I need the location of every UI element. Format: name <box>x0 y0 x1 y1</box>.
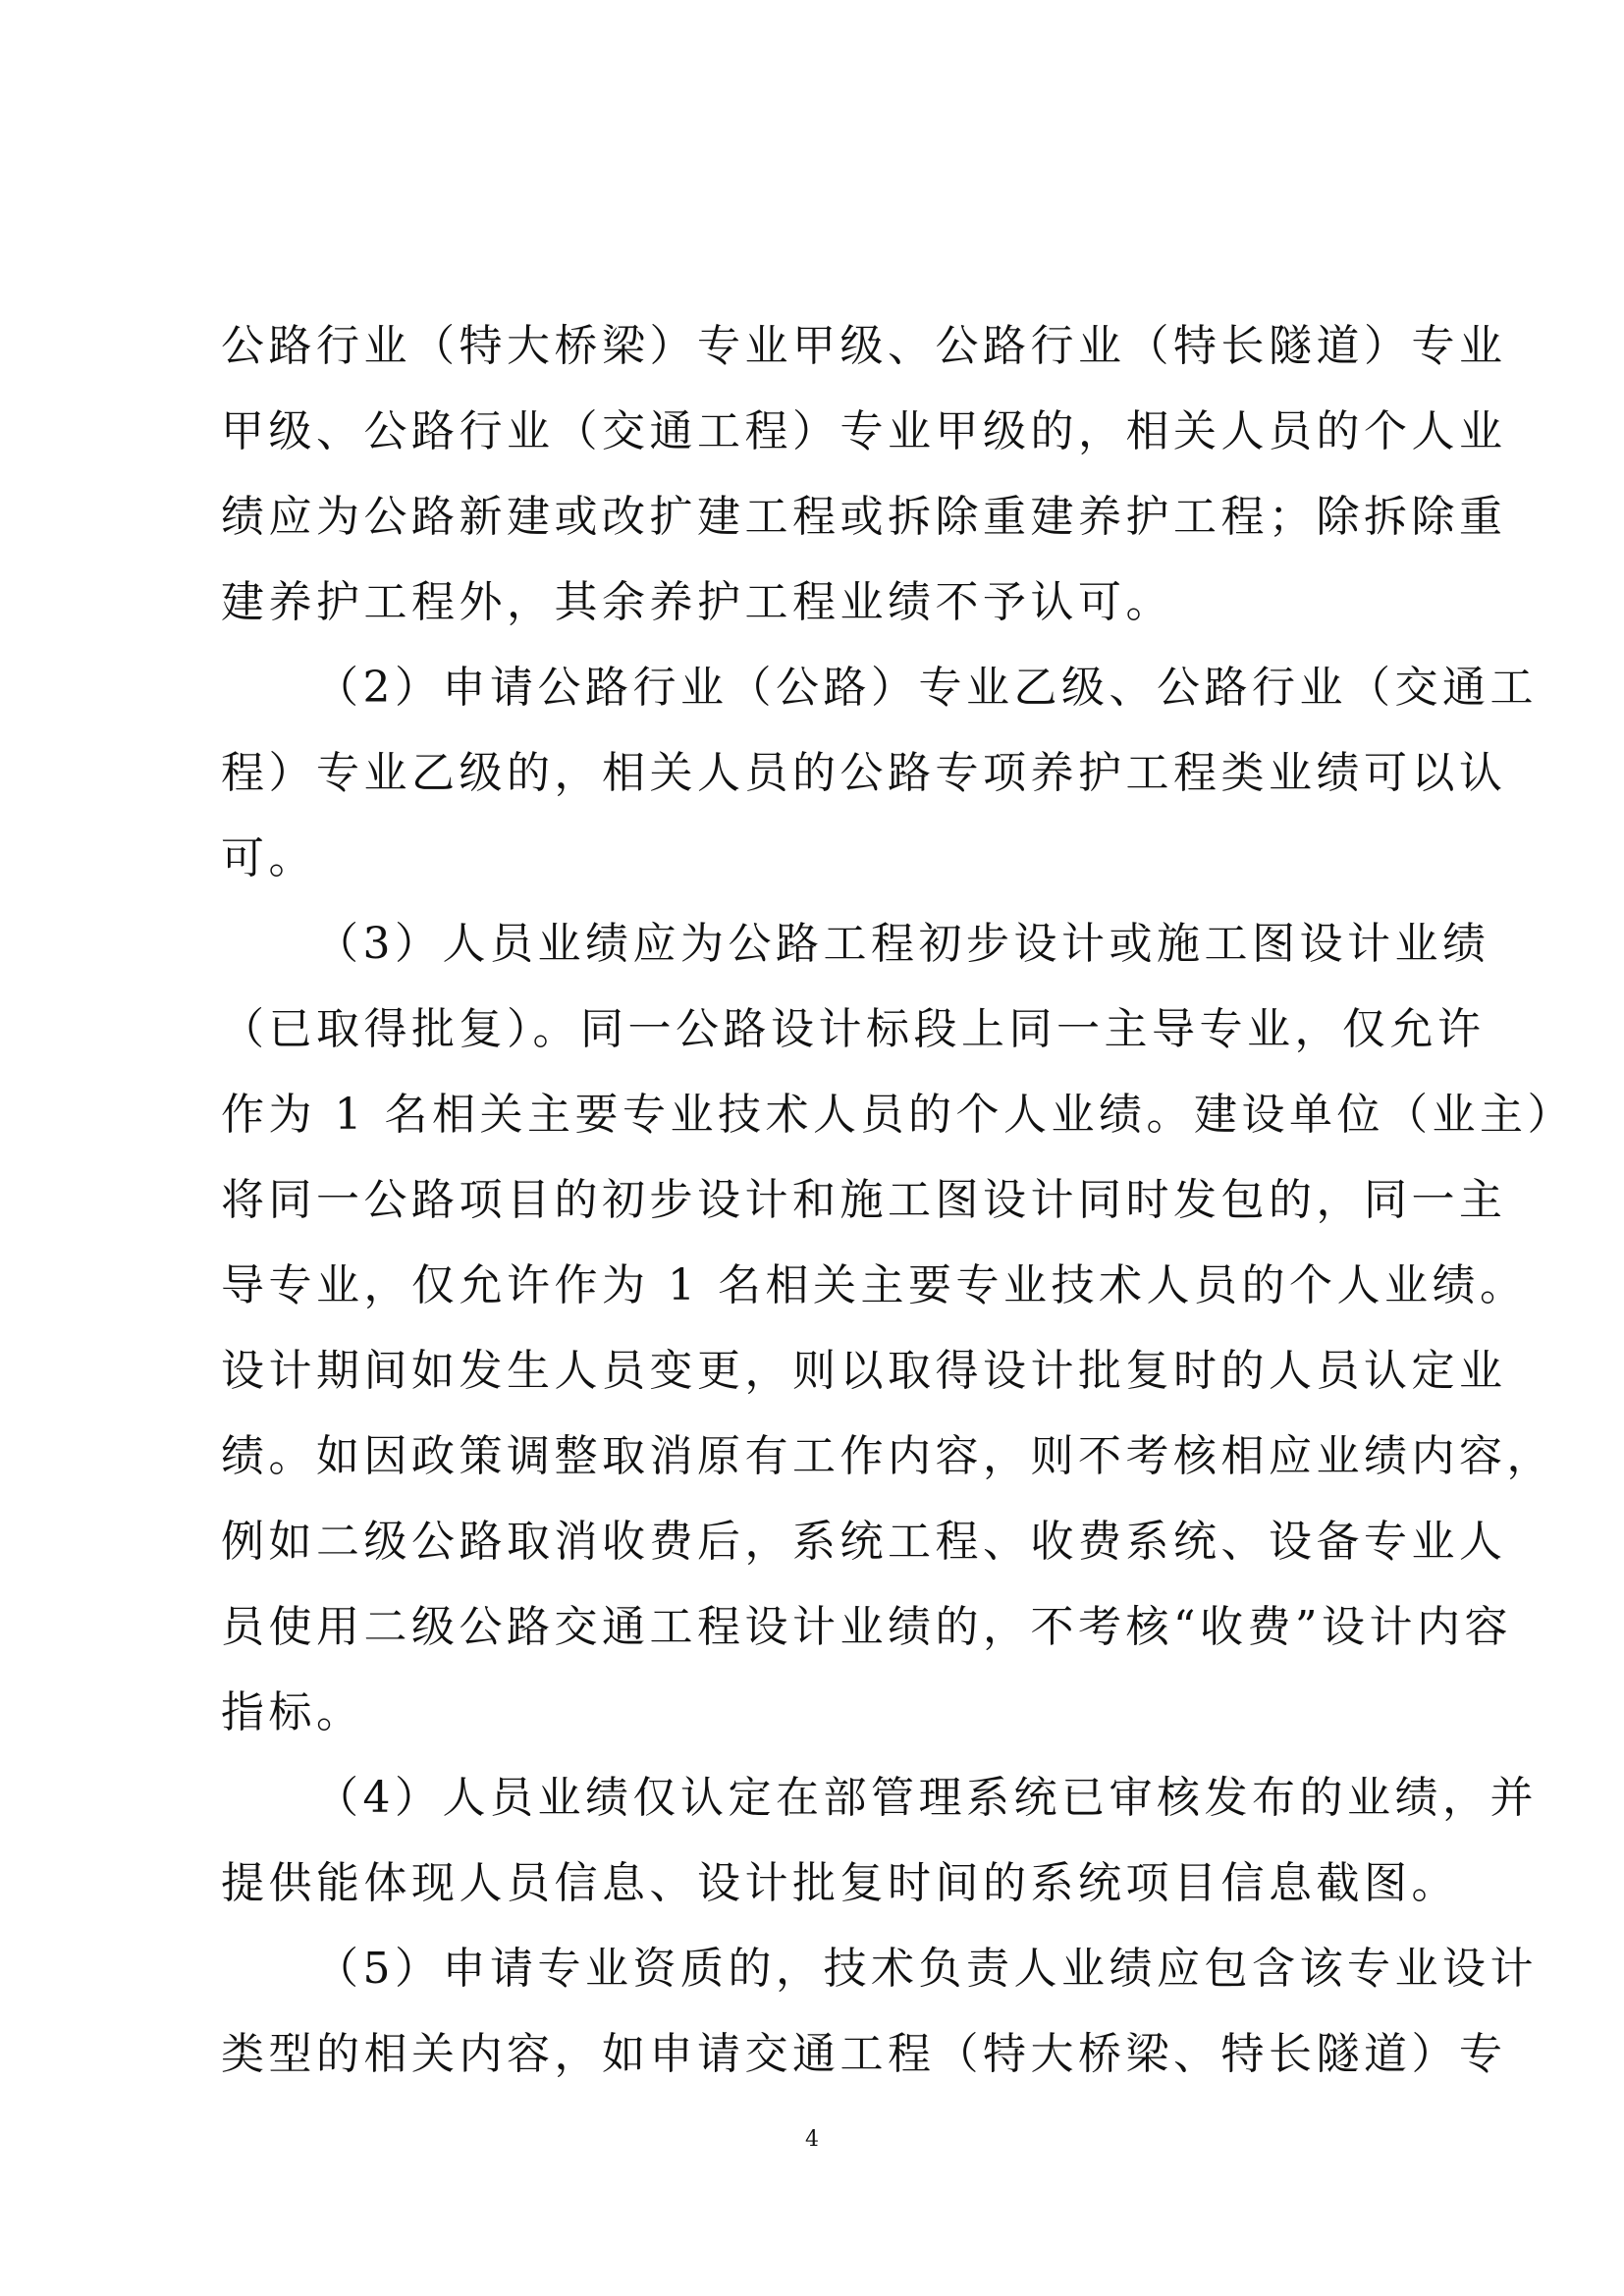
document-body <box>221 303 1575 2097</box>
text-line: 员使用二级公路交通工程设计业绩的，不考核“收费”设计内容 <box>221 1602 1512 1652</box>
text-line: 指标。 <box>221 1687 364 1737</box>
text-line: 类型的相关内容，如申请交通工程（特大桥梁、特长隧道）专 <box>221 2029 1507 2079</box>
text-line: 公路行业（特大桥梁）专业甲级、公路行业（特长隧道）专业 <box>221 321 1507 371</box>
page-number: 4 <box>805 2127 819 2152</box>
text-line: 导专业，仅允许作为 1 名相关主要专业技术人员的个人业绩。 <box>221 1260 1528 1310</box>
text-line: 作为 1 名相关主要专业技术人员的个人业绩。建设单位（业主） <box>221 1090 1575 1140</box>
paragraph-2-line: （2）申请公路行业（公路）专业乙级、公路行业（交通工 <box>315 663 1538 713</box>
paragraph-4-line: （4）人员业绩仅认定在部管理系统已审核发布的业绩，并 <box>315 1773 1538 1823</box>
paragraph-5-line: （5）申请专业资质的，技术负责人业绩应包含该专业设计 <box>315 1944 1538 1994</box>
text-line: 例如二级公路取消收费后，系统工程、收费系统、设备专业人 <box>221 1517 1507 1567</box>
text-line: 绩应为公路新建或改扩建工程或拆除重建养护工程；除拆除重 <box>221 492 1507 542</box>
text-line: 提供能体现人员信息、设计批复时间的系统项目信息截图。 <box>221 1858 1459 1908</box>
text-line: 程）专业乙级的，相关人员的公路专项养护工程类业绩可以认 <box>221 748 1507 798</box>
text-line: 建养护工程外，其余养护工程业绩不予认可。 <box>221 577 1173 627</box>
text-line: 设计期间如发生人员变更，则以取得设计批复时的人员认定业 <box>221 1346 1507 1396</box>
text-line: 可。 <box>221 833 316 883</box>
text-line: （已取得批复）。同一公路设计标段上同一主导专业，仅允许 <box>221 1004 1486 1054</box>
text-line: 将同一公路项目的初步设计和施工图设计同时发包的，同一主 <box>221 1175 1507 1225</box>
text-line: 甲级、公路行业（交通工程）专业甲级的，相关人员的个人业 <box>221 406 1507 456</box>
paragraph-3-line: （3）人员业绩应为公路工程初步设计或施工图设计业绩 <box>315 919 1490 969</box>
text-line: 绩。如因政策调整取消原有工作内容，则不考核相应业绩内容， <box>221 1431 1554 1481</box>
